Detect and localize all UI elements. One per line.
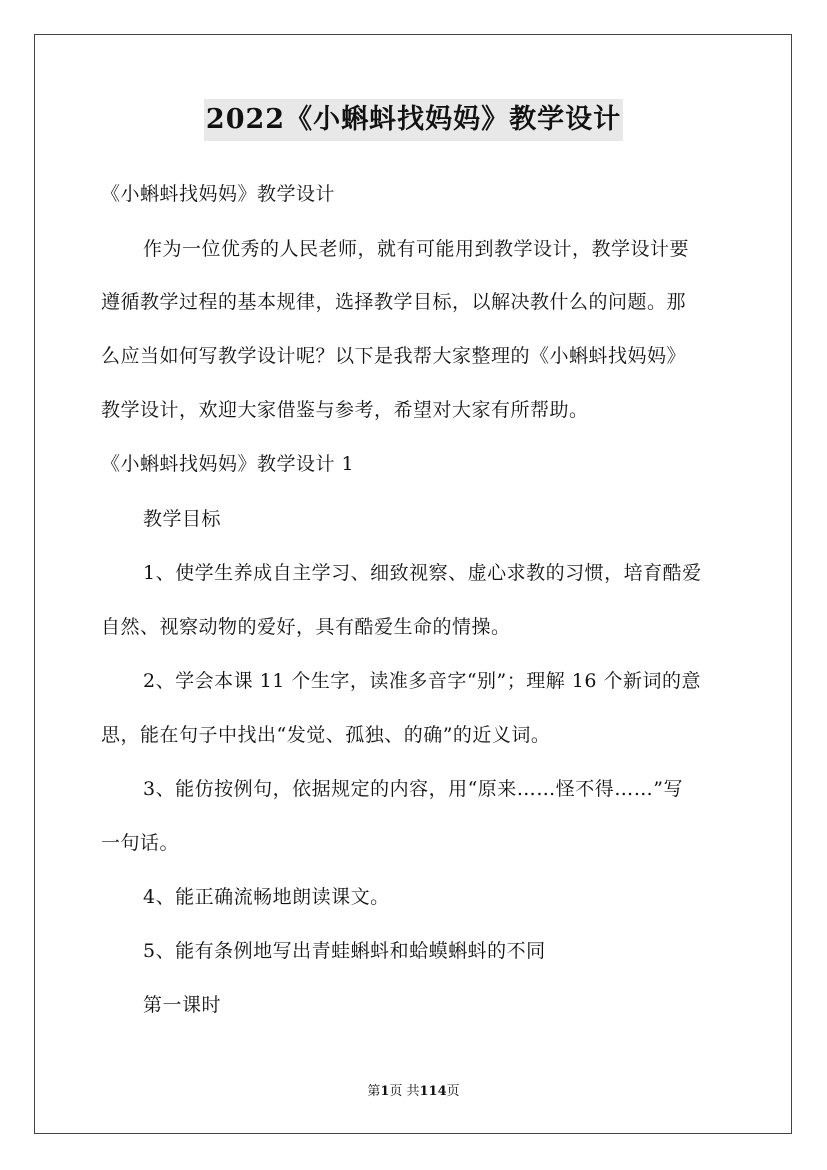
text-line: 5、能有条例地写出青蛙蝌蚪和蛤蟆蝌蚪的不同 — [143, 940, 546, 962]
text-line: 3、能仿按例句，依据规定的内容，用“原来……怪不得……”写 — [143, 778, 684, 800]
document-title: 2022《小蝌蚪找妈妈》教学设计 — [204, 99, 623, 141]
text-line: 1、使学生养成自主学习、细致视察、虚心求教的习惯，培育酷爱 — [143, 562, 702, 584]
text-line: 教学设计，欢迎大家借鉴与参考，希望对大家有所帮助。 — [101, 399, 589, 421]
title-wrap — [0, 99, 827, 141]
footer-page-number: 1 — [380, 1084, 390, 1099]
text-line: 《小蝌蚪找妈妈》教学设计 1 — [101, 453, 355, 475]
page-footer — [0, 1083, 827, 1101]
footer-total-pages: 114 — [419, 1084, 447, 1099]
footer-mid: 页 共 — [389, 1084, 420, 1099]
text-line: 思，能在句子中找出“发觉、孤独、的确”的近义词。 — [101, 724, 551, 746]
section-heading: 第一课时 — [143, 994, 222, 1016]
section-heading: 教学目标 — [143, 508, 222, 530]
footer-suffix: 页 — [446, 1084, 460, 1099]
text-line: 2、学会本课 11 个生字，读准多音字“别”；理解 16 个新词的意 — [143, 670, 702, 692]
text-line: 自然、视察动物的爱好，具有酷爱生命的情操。 — [101, 616, 511, 638]
text-line: 作为一位优秀的人民老师，就有可能用到教学设计，教学设计要 — [143, 238, 690, 260]
text-line: 么应当如何写教学设计呢？以下是我帮大家整理的《小蝌蚪找妈妈》 — [101, 345, 687, 367]
text-line: 一句话。 — [101, 832, 180, 854]
text-line: 4、能正确流畅地朗读课文。 — [143, 886, 390, 908]
text-line: 《小蝌蚪找妈妈》教学设计 — [101, 183, 336, 205]
text-line: 遵循教学过程的基本规律，选择教学目标，以解决教什么的问题。那 — [101, 291, 687, 313]
footer-prefix: 第 — [367, 1084, 381, 1099]
